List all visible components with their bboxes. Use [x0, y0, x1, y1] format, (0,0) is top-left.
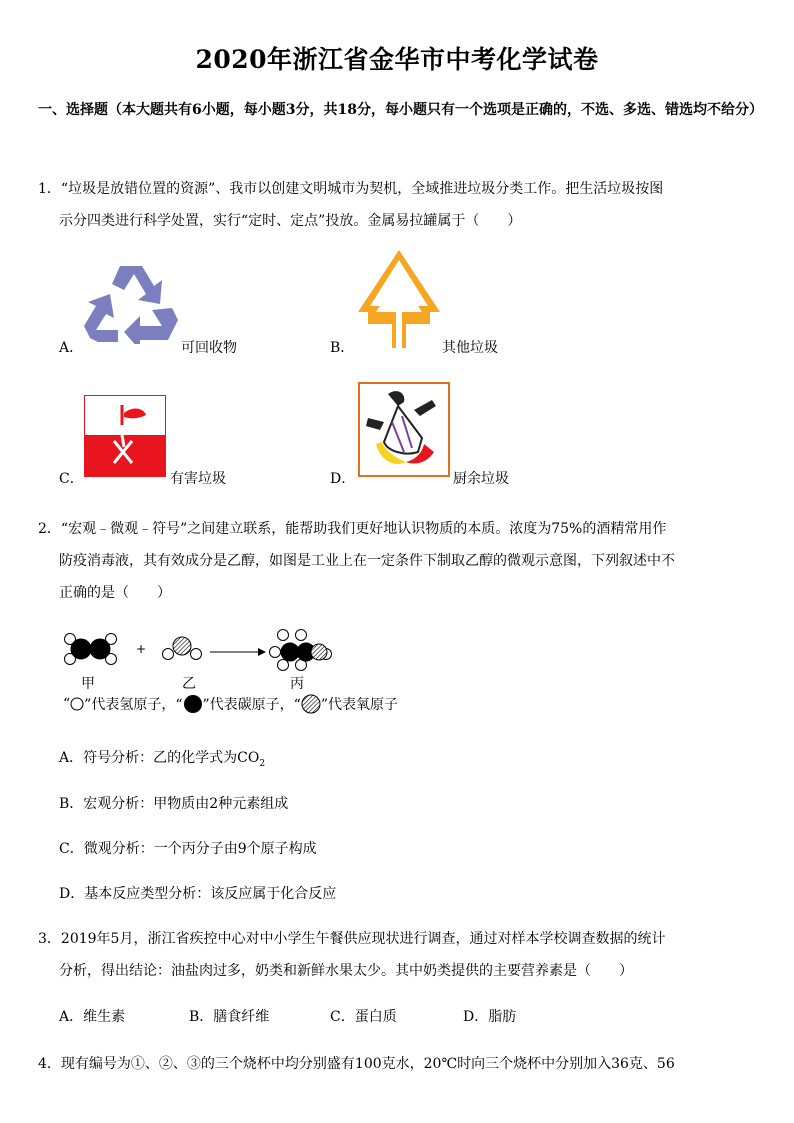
- q1-option-b-letter[interactable]: B．: [330, 340, 355, 356]
- molecule-bing: [270, 630, 332, 671]
- q3-option-a[interactable]: A．维生素: [59, 1009, 126, 1025]
- legend-part-4: ”代表氧原子: [320, 697, 398, 713]
- reaction-diagram: [58, 628, 348, 672]
- q1-option-c-label: 有害垃圾: [170, 471, 226, 487]
- q2-option-c[interactable]: C．微观分析：一个丙分子由9个原子构成: [59, 841, 317, 857]
- q1-option-c-letter[interactable]: C．: [59, 471, 84, 487]
- label-yi: 乙: [182, 676, 196, 692]
- q1-line-1: 1．“垃圾是放错位置的资源”、我市以创建文明城市为契机，全域推进垃圾分类工作。把生活垃圾按图: [38, 181, 664, 197]
- section-heading: 一、选择题（本大题共有6小题，每小题3分，共18分，每小题只有一个选项是正确的，不选、多选、错选均不给分）: [38, 102, 763, 118]
- q1-option-a-letter[interactable]: A．: [59, 340, 84, 356]
- page-title: 2020年浙江省金华市中考化学试卷: [195, 45, 599, 74]
- q1-option-a-label: 可回收物: [181, 340, 237, 356]
- molecule-yi: [163, 637, 202, 660]
- q1-option-b-label: 其他垃圾: [442, 340, 498, 356]
- q2-option-b[interactable]: B．宏观分析：甲物质由2种元素组成: [59, 796, 289, 812]
- plus-sign: +: [136, 642, 147, 656]
- carbon-atom-icon: [183, 694, 203, 714]
- q2-line-2: 防疫消毒液，其有效成分是乙醇，如图是工业上在一定条件下制取乙醇的微观示意图，下列叙述中不: [59, 553, 675, 569]
- q1-line-2: 示分四类进行科学处置，实行“定时、定点”投放。金属易拉罐属于（ ）: [59, 213, 522, 229]
- oxygen-atom-icon: [301, 694, 321, 714]
- q3-line-1: 3．2019年5月，浙江省疾控中心对中小学生午餐供应现状进行调查，通过对样本学校调查数据的统计: [38, 931, 666, 947]
- hazardous-waste-icon: [84, 395, 166, 477]
- q3-option-b[interactable]: B．膳食纤维: [189, 1009, 270, 1025]
- legend-part-1: “: [63, 696, 71, 712]
- q3-option-c[interactable]: C．蛋白质: [330, 1009, 397, 1025]
- q3-line-2: 分析，得出结论：油盐肉过多，奶类和新鲜水果太少。其中奶类提供的主要营养素是（ ）: [59, 963, 633, 979]
- q2-option-d[interactable]: D．基本反应类型分析：该反应属于化合反应: [59, 886, 337, 902]
- other-waste-icon: [358, 250, 440, 348]
- legend-part-2: ”代表氢原子，“: [84, 697, 183, 713]
- recycle-icon: [84, 262, 179, 344]
- q2-line-1: 2．“宏观﹣微观﹣符号”之间建立联系，能帮助我们更好地认识物质的本质。浓度为75%的酒精常用作: [38, 521, 667, 537]
- legend-part-3: ”代表碳原子，“: [202, 697, 301, 713]
- q1-option-d-label: 厨余垃圾: [453, 471, 509, 487]
- q2-option-a-text: A．符号分析：乙的化学式为CO: [59, 750, 260, 766]
- molecule-jia: [65, 634, 117, 665]
- q2-option-a[interactable]: [59, 747, 265, 769]
- q2-line-3: 正确的是（ ）: [59, 585, 171, 601]
- label-bing: 丙: [290, 676, 304, 692]
- q1-option-d-letter[interactable]: D．: [330, 471, 356, 487]
- q4-line-1: 4．现有编号为①、②、③的三个烧杯中均分别盛有100克水，20℃时向三个烧杯中分别加入36克、56: [38, 1056, 675, 1072]
- kitchen-waste-icon: [358, 382, 450, 477]
- legend: [63, 694, 398, 714]
- hydrogen-atom-icon: [70, 697, 84, 711]
- q2-option-a-subscript: 2: [259, 758, 266, 769]
- label-jia: 甲: [81, 676, 95, 692]
- q3-option-d[interactable]: D．脂肪: [463, 1009, 517, 1025]
- reaction-arrow: [210, 648, 266, 656]
